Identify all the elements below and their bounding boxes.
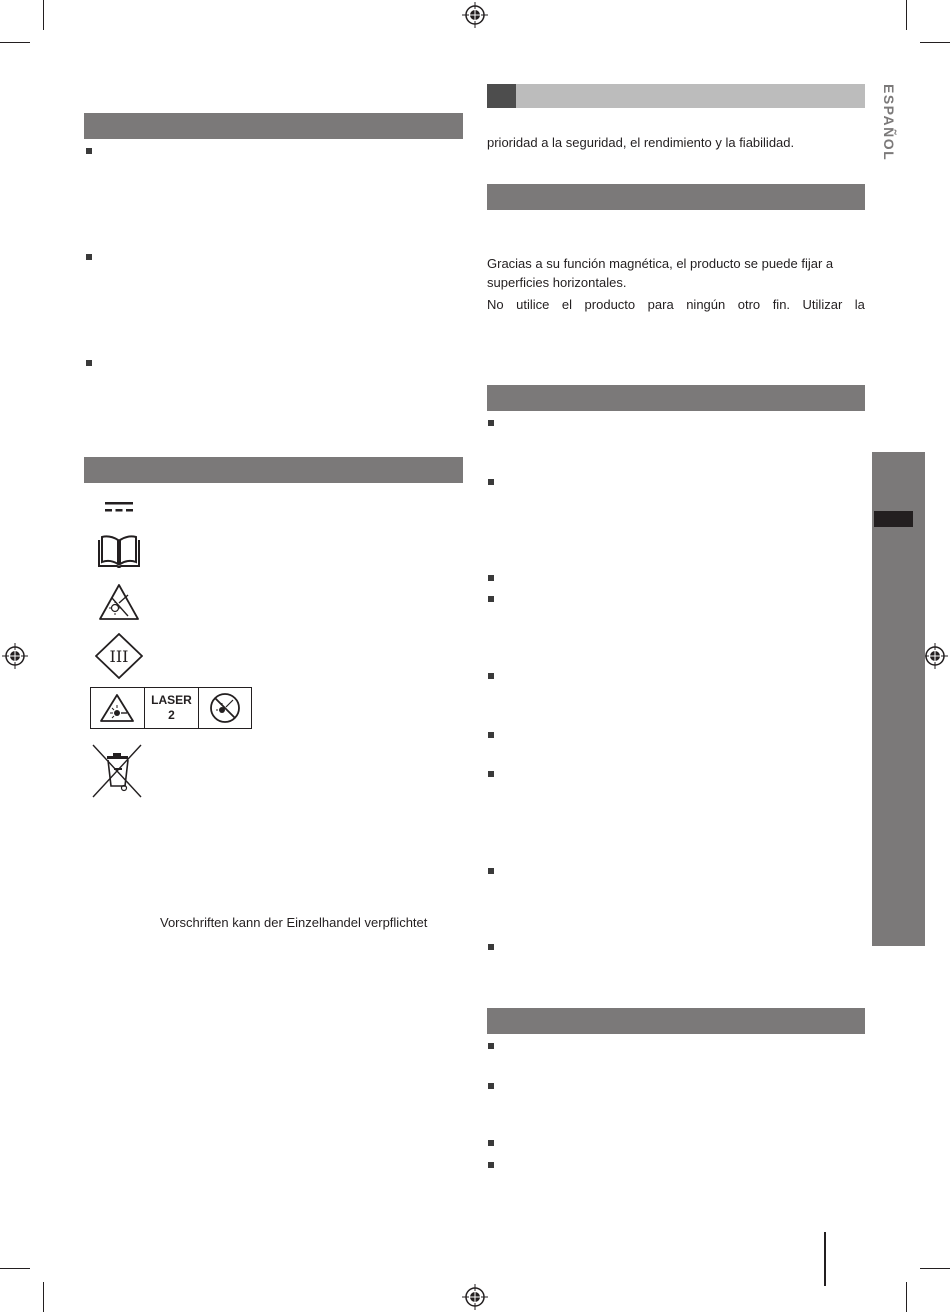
crop-mark <box>906 1282 907 1312</box>
language-tab <box>872 680 925 700</box>
language-tab <box>872 718 925 738</box>
word: el <box>561 297 573 312</box>
bullet-icon <box>488 868 494 874</box>
registration-mark-icon <box>2 643 28 669</box>
chapter-number-block <box>487 84 516 108</box>
crop-mark <box>920 42 950 43</box>
language-tab <box>872 699 925 719</box>
bullet-icon <box>488 944 494 950</box>
registration-mark-icon <box>462 2 488 28</box>
direct-current-icon <box>104 500 134 514</box>
laser-class-text <box>145 688 200 728</box>
bullet-icon <box>488 673 494 679</box>
section-header-bar <box>487 385 865 411</box>
bullet-icon <box>488 1043 494 1049</box>
language-tab <box>872 737 925 757</box>
section-header-bar <box>84 457 463 483</box>
language-tab <box>872 851 925 871</box>
language-tab <box>872 775 925 795</box>
word: ningún <box>686 297 726 312</box>
bullet-icon <box>488 420 494 426</box>
page-number-rule <box>824 1232 826 1286</box>
crop-mark <box>0 1268 30 1269</box>
word: para <box>647 297 674 312</box>
bullet-icon <box>488 575 494 581</box>
language-tab <box>872 794 925 814</box>
intro-text: prioridad a la seguridad, el rendimiento y la fiabilidad. <box>487 135 795 150</box>
svg-text:III: III <box>109 647 129 666</box>
language-tab <box>872 547 925 567</box>
language-tab <box>872 927 925 947</box>
bullet-icon <box>488 771 494 777</box>
bullet-icon <box>488 732 494 738</box>
word: Utilizar <box>802 297 843 312</box>
paragraph-line <box>487 294 865 315</box>
language-tab <box>872 585 925 605</box>
do-not-stare-into-beam-icon <box>98 583 140 621</box>
bullet-icon <box>488 1083 494 1089</box>
section-header-bar <box>487 1008 865 1034</box>
word: utilice <box>516 297 550 312</box>
registration-mark-icon <box>462 1284 488 1310</box>
laser-warning-triangle-icon <box>91 688 145 728</box>
laser-label-line2: 2 <box>168 708 175 722</box>
crop-mark <box>0 42 30 43</box>
language-tab <box>872 832 925 852</box>
paragraph-text: Gracias a su función magnética, el producto se puede fijar a <box>487 256 834 271</box>
crop-mark <box>906 0 907 30</box>
language-tab <box>872 528 925 548</box>
read-manual-icon <box>96 535 142 571</box>
paragraph-line <box>487 253 865 274</box>
laser-class-2-label <box>90 687 252 729</box>
bullet-icon <box>488 1162 494 1168</box>
language-tab <box>872 870 925 890</box>
language-tab <box>872 471 925 491</box>
word: la <box>854 297 865 312</box>
crop-mark <box>43 1282 44 1312</box>
protection-class-III-icon <box>95 633 143 679</box>
laser-label-line1: LASER <box>151 693 192 707</box>
language-tab <box>872 813 925 833</box>
language-tab <box>872 490 925 510</box>
bullet-icon <box>488 596 494 602</box>
no-direct-view-icon <box>199 688 251 728</box>
language-tab <box>872 604 925 624</box>
language-tab-current <box>872 509 925 529</box>
language-tab <box>872 566 925 586</box>
language-tab <box>872 623 925 643</box>
section-header-bar <box>84 113 463 139</box>
language-tab <box>872 889 925 909</box>
crossed-out-wheelie-bin-icon <box>90 742 144 800</box>
bullet-icon <box>488 479 494 485</box>
bullet-icon <box>86 254 92 260</box>
crop-mark <box>43 0 44 30</box>
paragraph-text: superficies horizontales. <box>487 275 627 290</box>
language-tab <box>872 642 925 662</box>
word: No <box>487 297 504 312</box>
language-tab <box>872 661 925 681</box>
language-tab <box>872 908 925 928</box>
crop-mark <box>920 1268 950 1269</box>
bullet-icon <box>488 1140 494 1146</box>
weee-text-line: Vorschriften kann der Einzelhandel verpflichtet <box>160 915 428 930</box>
language-label: ESPAÑOL <box>881 84 897 162</box>
word: producto <box>584 297 636 312</box>
registration-mark-icon <box>922 643 948 669</box>
language-tab <box>872 756 925 776</box>
word: fin. <box>772 297 791 312</box>
chapter-header-bar <box>487 84 865 108</box>
bullet-icon <box>86 360 92 366</box>
bullet-icon <box>86 148 92 154</box>
language-tab <box>872 452 925 472</box>
word: otro <box>737 297 761 312</box>
section-header-bar <box>487 184 865 210</box>
